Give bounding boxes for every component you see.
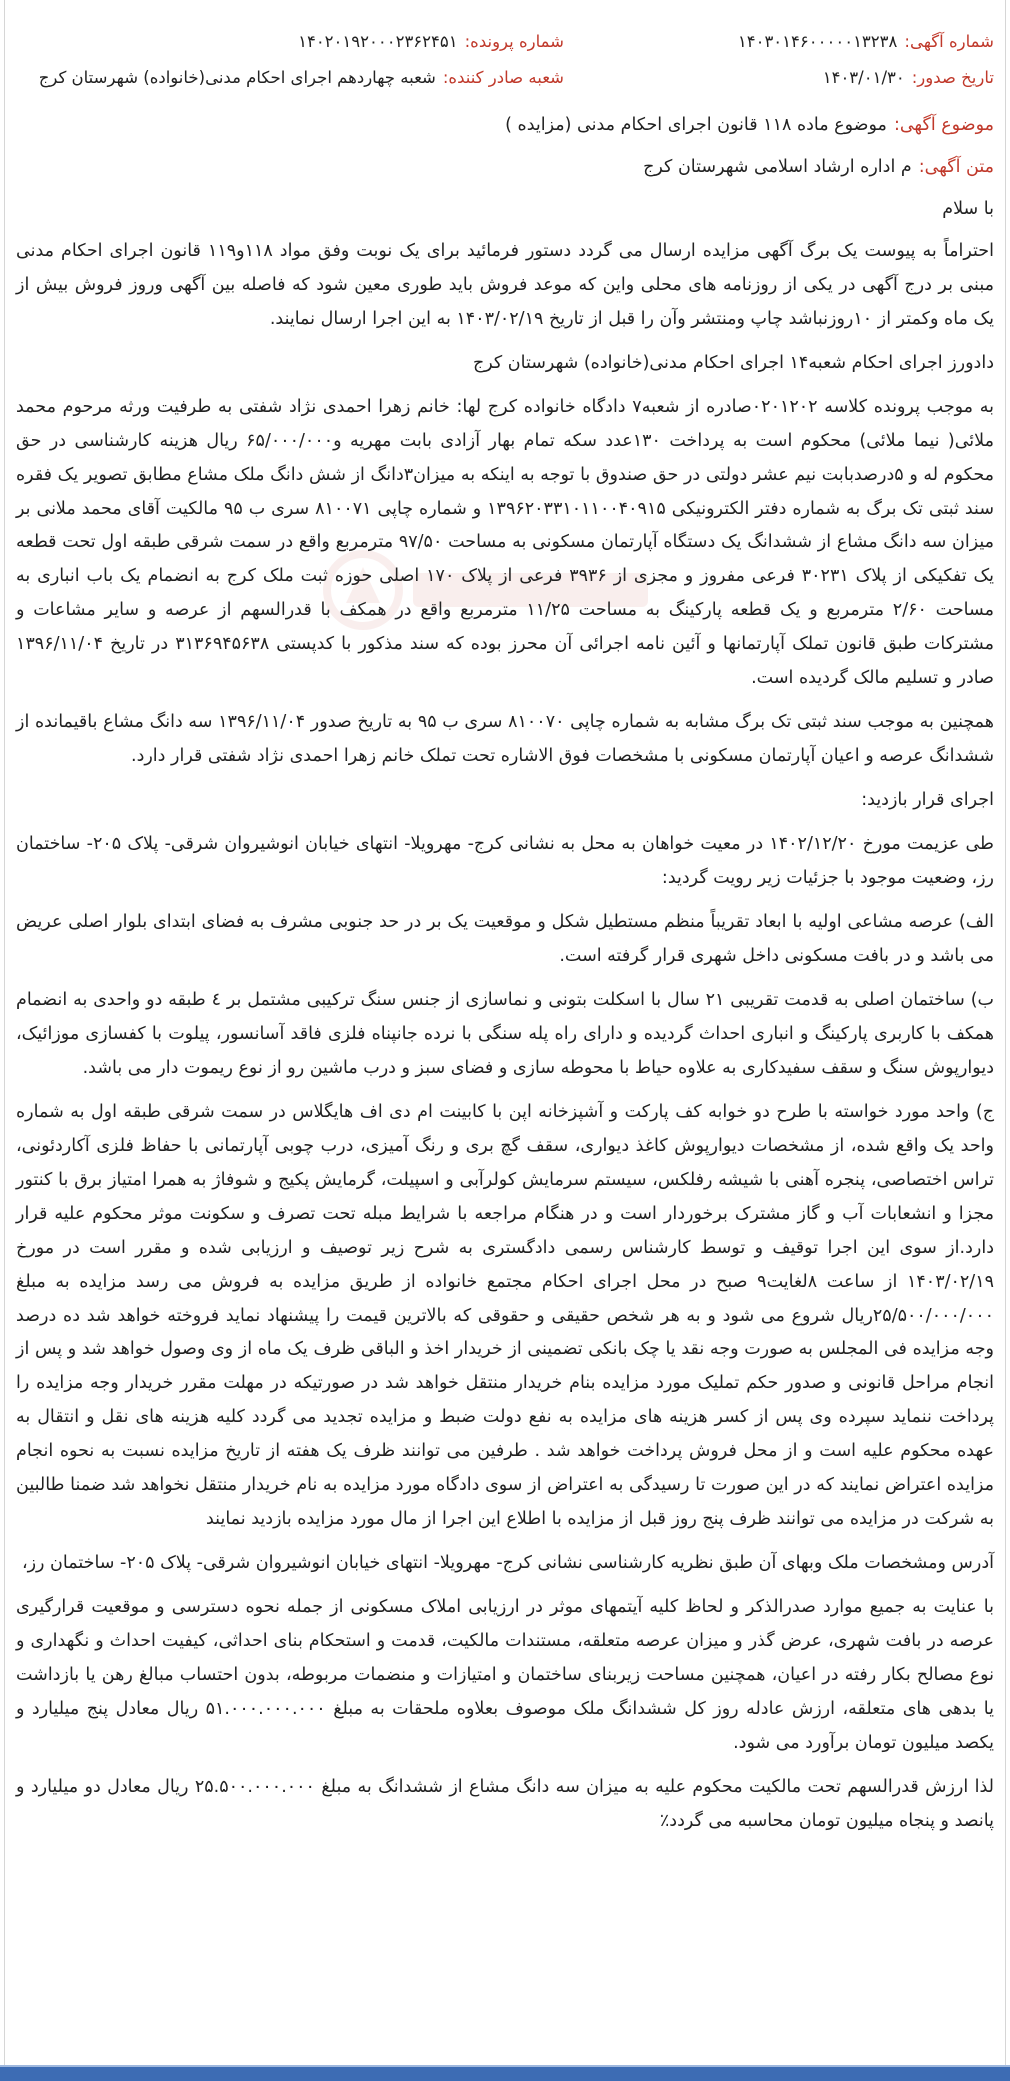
share-valuation-paragraph: لذا ارزش قدرالسهم تحت مالکیت محکوم علیه به میزان سه دانگ مشاع از ششدانگ به مبلغ ۲۵.۵۰۰.۰۰۰.۰۰۰ ریال معادل دو میلیارد و پانصد و پنجاه میلیون تومان محاسبه می گردد٪ bbox=[16, 1776, 994, 1831]
request-paragraph: احتراماً به پیوست یک برگ آگهی مزایده ارسال می گردد دستور فرمائید برای یک نوبت وفق مواد ۱۱۸و۱۱۹ قانون اجرای احکام مدنی مبنی بر درج آگهی در یکی از روزنامه های محلی واین که موعد فروش باید طوری معین شود که فاصله بین آگهی وروز فروش بیش از یک ماه وکمتر از ۱۰روزنباشد چاپ ومنتشر وآن را قبل از تاریخ ۱۴۰۳/۰۲/۱۹ به این اجرا ارسال نمایند. bbox=[16, 240, 994, 329]
land-description-item: الف) عرصه مشاعی اولیه با ابعاد تقریباً منظم مستطیل شکل و موقعیت یک بر در حد جنوبی مشرف به فضای ابتدای بلوار اصلی عریض می باشد و در بافت مسکونی داخل شهری قرار گرفته است. bbox=[16, 912, 994, 966]
issuing-branch-value: شعبه چهاردهم اجرای احکام مدنی(خانواده) شهرستان کرج bbox=[38, 68, 436, 87]
bailiff-signature: دادورز اجرای احکام شعبه۱۴ اجرای احکام مدنی(خانواده) شهرستان کرج bbox=[472, 352, 994, 373]
case-number-label: شماره پرونده: bbox=[464, 32, 564, 51]
issue-date-value: ۱۴۰۳/۰۱/۳۰ bbox=[822, 68, 905, 87]
inspection-visit-paragraph: طی عزیمت مورخ ۱۴۰۲/۱۲/۲۰ در معیت خواهان به محل به نشانی کرج- مهرویلا- انتهای خیابان انوشیروان شرقی- پلاک ۲۰۵- ساختمان رز، وضعیت موجود با جزئیات زیر رویت گردید: bbox=[16, 834, 994, 889]
case-number-value: ۱۴۰۲۰۱۹۲۰۰۰۲۳۶۲۴۵۱ bbox=[298, 32, 458, 51]
notice-subject bbox=[16, 109, 994, 143]
notice-number-value: ۱۴۰۳۰۱۴۶۰۰۰۰۰۱۳۲۳۸ bbox=[737, 32, 898, 51]
building-description-item: ب) ساختمان اصلی به قدمت تقریبی ۲۱ سال با اسکلت بتونی و نماسازی از جنس سنگ ترکیبی مشتمل بر ٤ طبقه دو واحدی به انضمام همکف با کاربری پارکینگ و انباری احداث گردیده و دارای راه پله سنگی با نرده جانپناه فلزی فاقد آسانسور، پیلوت با کفسازی موزائیک، دیوارپوش سنگ و سقف سفیدکاری به علاوه حیاط با محوطه سازی و فضای سبز و درب ماشین رو از نوع ریموت دار می باشد. bbox=[16, 989, 994, 1078]
issuing-branch-label: شعبه صادر کننده: bbox=[442, 68, 564, 87]
greeting: با سلام bbox=[942, 198, 994, 219]
notice-text-label: متن آگهی: bbox=[918, 156, 994, 177]
notice-content bbox=[16, 109, 994, 1839]
notice-number-label: شماره آگهی: bbox=[904, 32, 994, 51]
recipient: م اداره ارشاد اسلامی شهرستان کرج bbox=[643, 156, 912, 177]
subject-label: موضوع آگهی: bbox=[893, 115, 994, 135]
footer-bar bbox=[0, 2065, 1010, 2081]
unit-description-item: ج) واحد مورد خواسته با طرح دو خوابه کف پارکت و آشپزخانه اپن با کابینت ام دی اف هایگلاس در سمت شرقی طبقه اول به شماره واحد یک واقع شده، از مشخصات دیوارپوش کاغذ دیواری، سقف گچ بری و رنگ آمیزی، درب چوبی آپارتمانی با حفاظ فلزی آکاردئونی، تراس اختصاصی، پنجره آهنی با شیشه رفلکس، سیستم سرمایش کولرآبی و اسپیلت، گرمایش پکیج و شوفاژ به همرا امتیاز برق با کنتور مجزا و انشعابات آب و گاز مشترک برخوردار است و در هنگام مراجعه با شرایط مبله تحت تصرف و سکونت موثر محکوم علیه قرار دارد.از سوی این اجرا توقیف و توسط کارشناس رسمی دادگستری به شرح زیر توصیف و ارزیابی شده و مقرر است در مورخ ۱۴۰۳/۰۲/۱۹ از ساعت ۸لغایت۹ صبح در محل اجرای احکام مجتمع خانواده از طریق مزایده به فروش می رسد مزایده به مبلغ ۲۵/۵۰۰/۰۰۰/۰۰۰ریال شروع می شود و به هر شخص حقیقی و حقوقی که بالاترین قیمت را پیشنهاد نماید فروخته خواهد شد ده درصد وجه مزایده فی المجلس به صورت وجه نقد یا چک بانکی تضمینی از خریدار اخذ و الباقی ظرف یک ماه از وی وصول خواهد شد و پس از انجام مراحل قانونی و صدور حکم تملیک مورد مزایده بنام خریدار منتقل خواهد شد در صورتیکه در مهلت مقرر خریدار وجه مزایده را پرداخت ننماید سپرده وی پس از کسر هزینه های مزایده به نفع دولت ضبط و مزایده تجدید می گردد کلیه هزینه های نقل و انتقال به عهده محکوم علیه است و از محل فروش پرداخت خواهد شد . طرفین می توانند ظرف یک هفته از تاریخ مزایده نسبت به نحوه انجام مزایده اعتراض نمایند که در این صورت تا رسیدگی به اعتراض از سوی دادگاه مورد مزایده به نام خریدار منتقل نخواهد شد ضمنا طالبین به شرکت در مزایده می توانند ظرف پنج روز قبل از مزایده با اطلاع این اجرا از مال مورد مزایده بازدید نمایند bbox=[16, 1101, 994, 1530]
notice-number bbox=[564, 24, 994, 60]
valuation-paragraph: با عنایت به جمیع موارد صدرالذکر و لحاظ کلیه آیتمهای موثر در ارزیابی املاک مسکونی از جمله نحوه دسترسی و موقعیت قرارگیری عرصه در بافت شهری، عرض گذر و میزان عرصه متعلقه، مستندات مالکیت، قدمت و استحکام بنای احداثی، کیفیت احداث و نگهداری و نوع مصالح بکار رفته در اعیان، همچنین مساحت زیربنای ساختمان و امتیازات و منضمات مربوطه، بدون احتساب مبالغ رهن یا بازداشت یا بدهی های متعلقه، ارزش عادله روز کل ششدانگ ملک موصوف بعلاوه ملحقات به مبلغ ۵۱.۰۰۰.۰۰۰.۰۰۰ ریال معادل پنج میلیارد و یکصد میلیون تومان برآورد می شود. bbox=[16, 1597, 994, 1753]
case-number bbox=[16, 24, 564, 60]
notice-text-header bbox=[16, 151, 994, 185]
subject-value: موضوع ماده ۱۱۸ قانون اجرای احکام مدنی (مزایده ) bbox=[505, 115, 887, 135]
issue-date-label: تاریخ صدور: bbox=[911, 68, 994, 87]
second-deed-paragraph: همچنین به موجب سند ثبتی تک برگ مشابه به شماره چاپی ۸۱۰۰۷۰ سری ب ۹۵ به تاریخ صدور ۱۳۹۶/۱۱/۰۴ سه دانگ مشاع باقیمانده از ششدانگ عرصه و اعیان آپارتمان مسکونی با مشخصات فوق الاشاره تحت تملک خانم زهرا احمدی نژاد شفتی قرار دارد. bbox=[16, 712, 995, 767]
issue-date bbox=[564, 60, 994, 96]
notice-meta bbox=[16, 24, 994, 96]
inspection-heading: اجرای قرار بازدید: bbox=[861, 790, 994, 811]
property-address-paragraph: آدرس ومشخصات ملک وبهای آن طبق نظریه کارشناسی نشانی کرج- مهرویلا- انتهای خیابان انوشیروان شرقی- پلاک ۲۰۵- ساختمان رز، bbox=[21, 1553, 994, 1574]
case-details-paragraph: به موجب پرونده کلاسه ۰۲۰۱۲۰۲صادره از شعبه۷ دادگاه خانواده کرج لها: خانم زهرا احمدی نژاد شفتی به طرفیت ورثه مرحوم محمد ملائی( نیما ملائی) محکوم است به پرداخت ۱۳۰عدد سکه تمام بهار آزادی بابت مهریه و۶۵/۰۰۰/۰۰۰ ریال هزینه کارشناسی در حق محکوم له و ۵درصدبابت نیم عشر دولتی در حق صندوق با توجه به اینکه به میزان۳دانگ از شش دانگ ملک مشاع مطابق تصویر یک فقره سند ثبتی تک برگ به شماره دفتر الکترونیکی ۱۳۹۶۲۰۳۳۱۰۱۱۰۰۴۰۹۱۵ و شماره چاپی ۸۱۰۰۷۱ سری ب ۹۵ مالکیت آقای محمد ملانی بر میزان سه دانگ مشاع از ششدانگ یک دستگاه آپارتمان مسکونی به مساحت ۹۷/۵۰ مترمربع واقع در سمت شرقی طبقه اول تحت قطعه یک تفکیکی از پلاک ۳۰۲۳۱ فرعی مفروز و مجزی از ۳۹۳۶ فرعی از پلاک ۱۷۰ اصلی حوزه ثبت ملک کرج به انضمام یک باب انباری به مساحت ۲/۶۰ مترمربع و یک قطعه پارکینگ به مساحت ۱۱/۲۵ مترمربع واقع در همکف با قدرالسهم از عرصه و سایر مشاعات و مشترکات طبق قانون تملک آپارتمانها و آئین نامه اجرائی آن محرز بوده که سند مذکور با کدپستی ۳۱۳۶۹۴۵۶۳۸ در تاریخ ۱۳۹۶/۱۱/۰۴ صادر و تسلیم مالک گردیده است. bbox=[16, 396, 995, 689]
issuing-branch bbox=[16, 60, 564, 96]
